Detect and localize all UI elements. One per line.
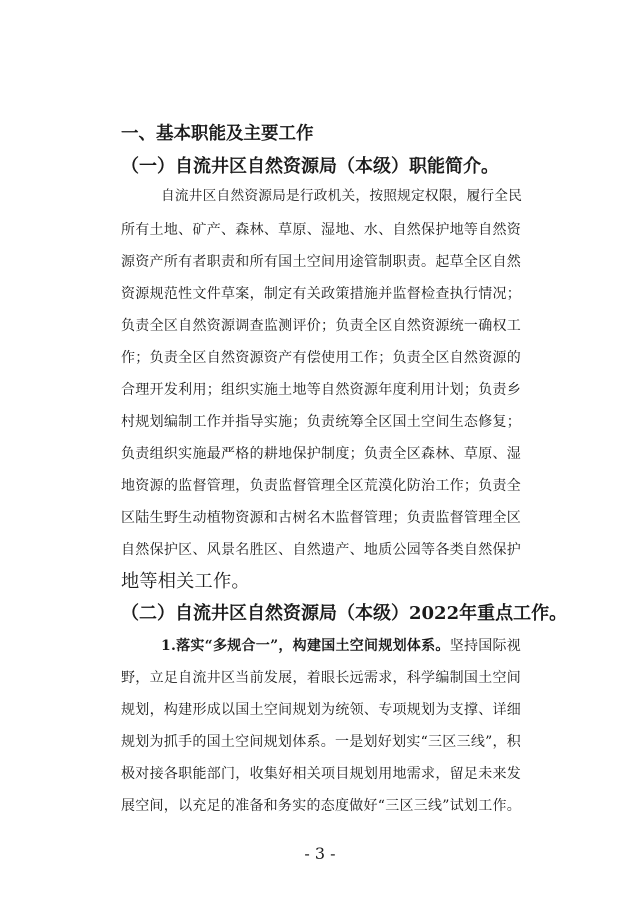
item-first-line [161,629,521,663]
paragraph-line: 作；负责全区自然资源资产有偿使用工作；负责全区自然资源的 [121,350,521,366]
paragraph-line: 资源规范性文件草案，制定有关政策措施并监督检查执行情况； [121,286,521,302]
paragraph-line: 区陆生野生动植物资源和古树名木监督管理；负责监督管理全区 [121,510,521,526]
subsection-heading-function-overview: （一）自流井区自然资源局（本级）职能简介。 [121,156,499,177]
subsection-heading-key-work-2022: （二）自流井区自然资源局（本级）2022年重点工作。 [121,603,568,624]
page-number: - 3 - [304,844,336,863]
paragraph-line: 负责全区自然资源调查监测评价；负责全区自然资源统一确权工 [121,318,521,334]
paragraph-line: 自流井区自然资源局是行政机关，按照规定权限，履行全民 [161,188,523,204]
paragraph-line: 合理开发利用；组织实施土地等自然资源年度利用计划；负责乡 [121,382,521,398]
paragraph-line: 村规划编制工作并指导实施；负责统筹全区国土空间生态修复； [121,414,521,430]
section-heading-basic-functions: 一、基本职能及主要工作 [121,124,314,144]
paragraph-line: 负责组织实施最严格的耕地保护制度；负责全区森林、草原、湿 [121,446,521,462]
paragraph-line: 极对接各职能部门，收集好相关项目规划用地需求，留足未来发 [121,766,521,782]
paragraph-line: 规划，构建形成以国土空间规划为统领、专项规划为支撑、详细 [121,702,521,718]
paragraph-line: 源资产所有者职责和所有国土空间用途管制职责。起草全区自然 [121,254,521,270]
item-first-line-rest: 坚持国际视 [449,638,522,654]
paragraph-line: 所有土地、矿产、森林、草原、湿地、水、自然保护地等自然资 [121,222,521,238]
paragraph-line: 地资源的监督管理，负责监督管理全区荒漠化防治工作；负责全 [121,478,521,494]
paragraph-line: 地等相关工作。 [121,571,250,592]
item-title: 1.落实“多规合一”，构建国土空间规划体系。 [161,638,450,654]
paragraph-line: 展空间，以充足的准备和务实的态度做好“三区三线”试划工作。 [121,798,521,814]
paragraph-line: 规划为抓手的国土空间规划体系。一是划好划实“三区三线”，积 [121,734,521,750]
paragraph-line: 野，立足自流井区当前发展，着眼长远需求，科学编制国土空间 [121,670,521,686]
paragraph-line: 自然保护区、风景名胜区、自然遗产、地质公园等各类自然保护 [121,542,521,558]
